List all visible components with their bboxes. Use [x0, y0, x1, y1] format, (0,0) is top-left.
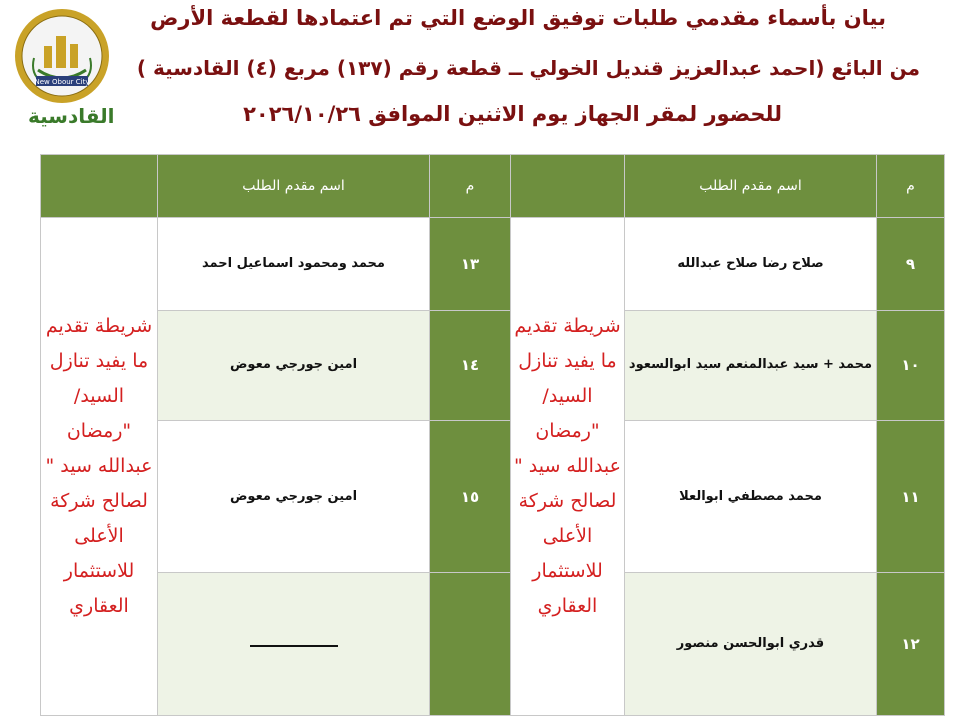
row-number: ١٥ [430, 420, 511, 573]
applicant-name: محمد ومحمود اسماعيل احمد [158, 218, 430, 310]
table-row [41, 310, 945, 420]
new-obour-city-logo-icon [12, 6, 112, 106]
applicant-name: قدري ابوالحسن منصور [625, 573, 877, 716]
row-number: ١٣ [430, 218, 511, 310]
table-row [41, 420, 945, 573]
row-number-empty [430, 573, 511, 716]
table-row [41, 573, 945, 716]
logo-text: New Obour City [34, 78, 90, 86]
applicant-name: امين جورجي معوض [158, 420, 430, 573]
row-number: ٩ [877, 218, 945, 310]
row-number: ١١ [877, 420, 945, 573]
title-line-3: للحضور لمقر الجهاز يوم الاثنين الموافق ٢٠٢٦/١٠/٢٦ [243, 102, 782, 126]
row-number: ١٠ [877, 310, 945, 420]
title-line-1: بيان بأسماء مقدمي طلبات توفيق الوضع التي تم اعتمادها لقطعة الأرض [150, 6, 886, 30]
header-note-right [511, 155, 625, 218]
header-num-left: م [430, 155, 511, 218]
title-line-2: من البائع (احمد عبدالعزيز قنديل الخولي ــ قطعة رقم (١٣٧) مربع (٤) القادسية ) [136, 56, 920, 80]
condition-note-right: شريطة تقديم ما يفيد تنازل السيد/ "رمضان عبدالله سيد " لصالح شركة الأعلى للاستثمار العقاري [511, 218, 625, 716]
header-name-right: اسم مقدم الطلب [625, 155, 877, 218]
applicant-name: صلاح رضا صلاح عبدالله [625, 218, 877, 310]
header-num-right: م [877, 155, 945, 218]
row-number: ١٤ [430, 310, 511, 420]
row-number: ١٢ [877, 573, 945, 716]
header-name-left: اسم مقدم الطلب [158, 155, 430, 218]
applicants-table [40, 154, 945, 716]
applicant-name: محمد + سيد عبدالمنعم سيد ابوالسعود [625, 310, 877, 420]
district-label: القادسية [28, 104, 115, 128]
table-header-row [41, 155, 945, 218]
empty-name-dash [158, 573, 430, 716]
applicant-name: امين جورجي معوض [158, 310, 430, 420]
table-row [41, 218, 945, 310]
header-note-left [41, 155, 158, 218]
condition-note-left: شريطة تقديم ما يفيد تنازل السيد/ "رمضان عبدالله سيد " لصالح شركة الأعلى للاستثمار العقاري [41, 218, 158, 716]
document-header [0, 0, 960, 150]
applicant-name: محمد مصطفي ابوالعلا [625, 420, 877, 573]
